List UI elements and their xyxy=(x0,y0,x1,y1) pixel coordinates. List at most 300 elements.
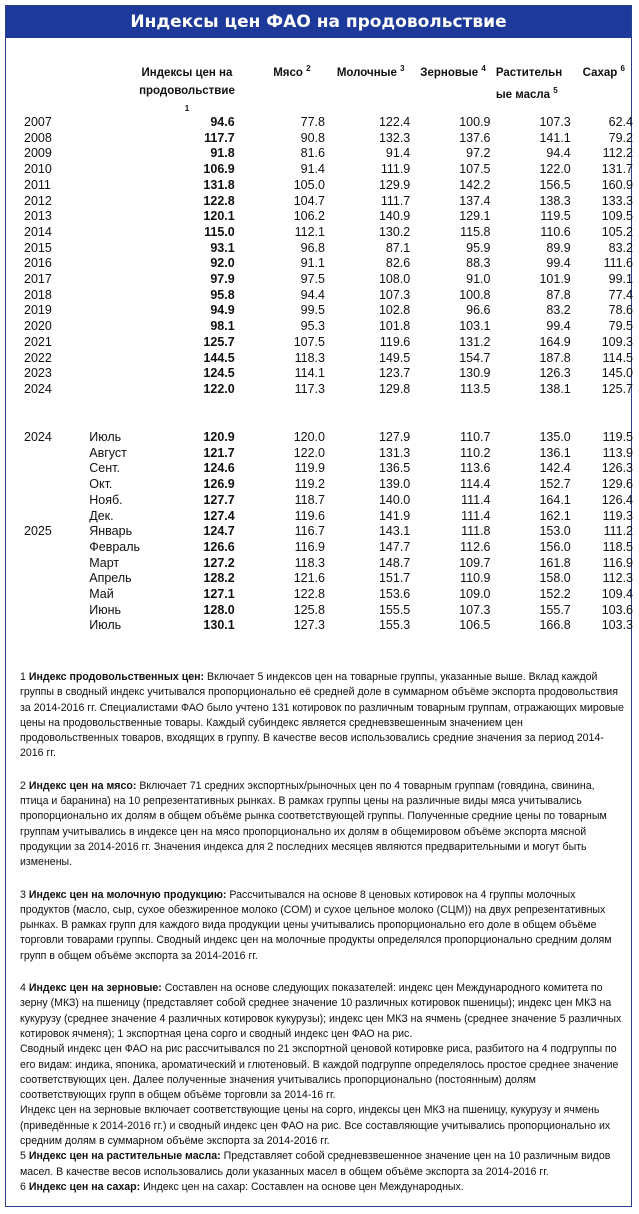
annual-row xyxy=(6,272,633,288)
food-price-index-cell: 124.5 xyxy=(203,366,235,381)
food-price-index-cell: 106.9 xyxy=(203,162,235,177)
footnote-1-title: Индекс продовольственных цен: xyxy=(28,671,205,683)
meat-index-cell: 125.8 xyxy=(293,602,325,617)
oils-index-cell: 155.7 xyxy=(539,602,571,617)
row-year xyxy=(6,618,89,634)
meat-index-cell: 90.8 xyxy=(300,130,325,145)
header-food xyxy=(137,64,237,122)
row-month xyxy=(89,178,159,194)
row-year xyxy=(6,493,89,509)
oils-index-cell: 136.1 xyxy=(539,445,571,460)
cereals-index-cell: 95.9 xyxy=(466,240,491,255)
sugar-index-cell: 114.5 xyxy=(602,350,633,365)
footnote-3-title: Индекс цен на молочную продукцию: xyxy=(28,888,227,901)
row-year xyxy=(6,603,89,619)
oils-index-cell: 99.4 xyxy=(546,256,571,271)
dairy-index-cell: 155.3 xyxy=(378,618,411,633)
footnote-6-text: Индекс цен на сахар: Составлен на основе цен Международных. xyxy=(143,1180,464,1193)
row-year: 2008 xyxy=(24,130,52,145)
annual-row xyxy=(6,382,633,398)
meat-index-cell: 81.6 xyxy=(300,146,325,161)
meat-index-cell: 121.6 xyxy=(293,571,325,586)
footnote-5-title: Индекс цен на растительные масла: xyxy=(28,1150,221,1163)
meat-index-cell: 99.5 xyxy=(300,303,325,318)
row-year: 2024 xyxy=(24,381,52,396)
meat-index-cell: 91.1 xyxy=(300,256,325,271)
cereals-index-cell: 100.9 xyxy=(459,115,491,129)
annual-row xyxy=(6,115,633,131)
meat-index-cell: 118.7 xyxy=(294,492,325,507)
sugar-index-cell: 126.3 xyxy=(601,461,633,476)
row-year xyxy=(6,477,89,493)
meat-index-cell: 77.8 xyxy=(300,115,325,129)
dairy-index-cell: 108.0 xyxy=(378,272,411,287)
row-month: Февраль xyxy=(89,539,141,554)
dairy-index-cell: 87.1 xyxy=(385,240,411,255)
meat-index-cell: 116.7 xyxy=(294,524,325,539)
sugar-index-cell: 145.0 xyxy=(601,366,633,381)
footnote-2 xyxy=(20,779,624,871)
dairy-index-cell: 131.3 xyxy=(378,445,411,460)
row-year: 2016 xyxy=(24,256,52,271)
sugar-index-cell: 83.2 xyxy=(608,240,633,255)
row-month: Март xyxy=(89,555,120,570)
dairy-index-cell: 127.9 xyxy=(378,430,411,444)
sugar-index-cell: 99.1 xyxy=(608,272,633,287)
cereals-index-cell: 91.0 xyxy=(466,272,491,287)
footnote-3-number: 3 xyxy=(20,888,26,901)
dairy-index-cell: 136.5 xyxy=(378,461,411,476)
monthly-index-table xyxy=(6,430,633,634)
annual-row xyxy=(6,303,633,319)
row-month xyxy=(89,146,159,162)
sugar-index-cell: 118.5 xyxy=(602,539,633,554)
oils-index-cell: 187.8 xyxy=(539,350,571,365)
row-month: Июнь xyxy=(89,602,122,617)
sugar-index-cell: 109.3 xyxy=(601,334,633,349)
dairy-index-cell: 129.8 xyxy=(378,381,411,396)
oils-index-cell: 162.1 xyxy=(539,508,571,523)
header-oils-label: Растительн ые масла xyxy=(495,67,563,101)
sugar-index-cell: 133.3 xyxy=(601,193,633,208)
meat-index-cell: 104.7 xyxy=(293,193,325,208)
meat-index-cell: 94.4 xyxy=(300,287,325,302)
oils-index-cell: 158.0 xyxy=(539,571,571,586)
header-cereals xyxy=(405,64,486,122)
header-meat xyxy=(237,64,311,122)
sugar-index-cell: 62.4 xyxy=(608,115,633,129)
sugar-index-cell: 119.3 xyxy=(602,508,633,523)
sugar-index-cell: 160.9 xyxy=(601,177,633,192)
cereals-index-cell: 130.9 xyxy=(459,366,491,381)
row-month: Окт. xyxy=(89,477,113,492)
footnote-4-rice: Сводный индекс цен ФАО на рис рассчитывался по 21 экспортной ценовой котировке риса, разбитого на 4 подгруппы по его видам: индика, японика, ароматический и глютеновый. В каждой подгруппе определялось простое среднее значение соответствующих цен. Далее полученные значения учитывались пропорционально (постоянным) долям соответствующих групп в общем объёме торговли за 2014-16 гг. xyxy=(20,1043,619,1102)
cereals-index-cell: 96.6 xyxy=(466,303,491,318)
oils-index-cell: 138.1 xyxy=(539,381,571,396)
oils-index-cell: 126.3 xyxy=(539,366,571,381)
annual-row xyxy=(6,225,633,241)
meat-index-cell: 119.9 xyxy=(294,461,325,476)
row-month xyxy=(89,288,159,304)
food-price-index-cell: 128.0 xyxy=(203,602,235,617)
cereals-index-cell: 113.6 xyxy=(460,461,491,476)
food-price-index-cell: 94.9 xyxy=(210,303,235,318)
annual-row xyxy=(6,178,633,194)
header-oils-sup: 5 xyxy=(553,86,558,95)
cereals-index-cell: 110.7 xyxy=(460,430,491,444)
row-year: 2017 xyxy=(24,272,52,287)
footnote-4-total: Индекс цен на зерновые включает соответствующие цены на сорго, индексы цен МКЗ на пшеницу, кукурузу и ячмень (приведённые к 2014-2016 гг.) и сводный индекс цен ФАО на рис. Все составляющие учитывались пропорционально их средним долям в суммарном объёме экспорта за 2014-2016 гг. xyxy=(20,1104,611,1148)
row-year: 2012 xyxy=(24,193,52,208)
footnote-2-text: Включает 71 средних экспортных/рыночных цен по 4 товарным группам (говядина, свинина, птица и баранина) на 10 репрезентативных рынках. В рамках группы цены на различные виды мяса учитывались пропорционально их долям в общем объёме рынка соответствующей группы. Полученные средние цены по товарным группам учитывались в индексе цен на мясо пропорционально их долям в общемировом объёме экспорта мясной продукции за 2014-2016 гг. Значения индекса для 2 последних месяцев являются предварительными и могут быть изменены. xyxy=(20,779,607,869)
footnote-3 xyxy=(20,888,624,964)
dairy-index-cell: 140.0 xyxy=(378,492,411,507)
row-month xyxy=(89,209,159,225)
sugar-index-cell: 131.7 xyxy=(601,162,633,177)
sugar-index-cell: 78.6 xyxy=(608,303,633,318)
sugar-index-cell: 103.3 xyxy=(601,618,633,633)
row-month xyxy=(89,382,159,398)
dairy-index-cell: 139.0 xyxy=(378,477,411,492)
oils-index-cell: 119.5 xyxy=(540,209,571,224)
dairy-index-cell: 155.5 xyxy=(378,602,411,617)
meat-index-cell: 127.3 xyxy=(293,618,325,633)
dairy-index-cell: 102.8 xyxy=(378,303,411,318)
oils-index-cell: 164.9 xyxy=(539,334,571,349)
dairy-index-cell: 153.6 xyxy=(378,587,411,602)
sugar-index-cell: 79.5 xyxy=(608,319,633,334)
oils-index-cell: 94.4 xyxy=(546,146,571,161)
cereals-index-cell: 110.9 xyxy=(460,571,491,586)
meat-index-cell: 106.2 xyxy=(293,209,325,224)
monthly-row xyxy=(6,430,633,446)
row-year: 2022 xyxy=(24,350,52,365)
cereals-index-cell: 103.1 xyxy=(459,319,491,334)
food-price-index-cell: 117.7 xyxy=(204,130,235,145)
meat-index-cell: 119.2 xyxy=(294,477,325,492)
meat-index-cell: 96.8 xyxy=(300,240,325,255)
food-price-index-cell: 125.7 xyxy=(203,334,235,349)
monthly-row xyxy=(6,461,633,477)
oils-index-cell: 135.0 xyxy=(539,430,571,444)
oils-index-cell: 99.4 xyxy=(546,319,571,334)
row-year: 2015 xyxy=(24,240,52,255)
footnote-4-title: Индекс цен на зерновые: xyxy=(28,982,162,995)
sugar-index-cell: 119.5 xyxy=(602,430,633,444)
meat-index-cell: 122.0 xyxy=(293,445,325,460)
oils-index-cell: 122.0 xyxy=(539,162,571,177)
oils-index-cell: 110.6 xyxy=(540,224,571,239)
cereals-index-cell: 111.4 xyxy=(461,508,491,523)
header-sugar-sup: 6 xyxy=(620,64,625,73)
food-price-index-cell: 120.1 xyxy=(203,209,235,224)
footnote-5-number: 5 xyxy=(20,1150,26,1163)
oils-index-cell: 142.4 xyxy=(539,461,571,476)
footnote-5-text: Представляет собой средневзвешенное значение цен на 10 различным видов масел. В качестве весов использовались доли указанных масел в общем объёме экспорта за 2014-2016 гг. xyxy=(20,1150,611,1178)
dairy-index-cell: 101.8 xyxy=(378,319,411,334)
dairy-index-cell: 107.3 xyxy=(378,287,411,302)
oils-index-cell: 156.5 xyxy=(539,177,571,192)
row-year: 2023 xyxy=(24,366,52,381)
meat-index-cell: 122.8 xyxy=(293,587,325,602)
annual-row xyxy=(6,162,633,178)
footnote-4-text: Составлен на основе следующих показателей: индекс цен Международного комитета по зерну (МКЗ) на пшеницу (представляет собой среднее значение 10 различных котировок пшеницы); индекс цен МКЗ на кукурузу (среднее значение 4 различных котировок кукурузы); индекс цен МКЗ на ячмень (среднее значение 5 различных котировок ячменя); 1 экспортная цена сорго и сводный индекс цен ФАО на рис. xyxy=(20,982,622,1040)
row-month xyxy=(89,115,159,131)
food-price-index-cell: 115.0 xyxy=(204,224,235,239)
oils-index-cell: 83.2 xyxy=(546,303,571,318)
footnote-6-number: 6 xyxy=(20,1180,26,1193)
dairy-index-cell: 149.5 xyxy=(378,350,411,365)
row-year: 2007 xyxy=(24,115,52,129)
meat-index-cell: 97.5 xyxy=(300,272,325,287)
footnote-1 xyxy=(20,670,624,762)
oils-index-cell: 156.0 xyxy=(539,539,571,554)
header-oils xyxy=(486,64,574,122)
oils-index-cell: 166.8 xyxy=(539,618,571,633)
row-year: 2024 xyxy=(24,430,52,444)
dairy-index-cell: 119.6 xyxy=(379,334,411,349)
row-year: 2021 xyxy=(24,334,52,349)
row-month xyxy=(89,303,159,319)
food-price-index-cell: 91.8 xyxy=(210,146,235,161)
meat-index-cell: 117.3 xyxy=(294,381,325,396)
sugar-index-cell: 111.2 xyxy=(603,524,633,539)
monthly-row xyxy=(6,603,633,619)
meat-index-cell: 119.6 xyxy=(294,508,325,523)
footnote-6 xyxy=(20,1180,624,1195)
food-price-index-cell: 94.6 xyxy=(210,115,235,129)
meat-index-cell: 116.9 xyxy=(294,539,325,554)
dairy-index-cell: 111.9 xyxy=(380,162,411,177)
row-month: Дек. xyxy=(89,508,114,523)
meat-index-cell: 114.1 xyxy=(294,366,325,381)
cereals-index-cell: 110.2 xyxy=(460,445,491,460)
meat-index-cell: 112.1 xyxy=(294,224,325,239)
cereals-index-cell: 107.3 xyxy=(459,602,491,617)
row-year: 2013 xyxy=(24,209,52,224)
header-spacer xyxy=(6,64,137,122)
food-price-index-cell: 131.8 xyxy=(203,177,235,192)
cereals-index-cell: 109.7 xyxy=(459,555,491,570)
row-year xyxy=(6,509,89,525)
oils-index-cell: 101.9 xyxy=(539,272,571,287)
cereals-index-cell: 100.8 xyxy=(459,287,491,302)
row-year xyxy=(6,540,89,556)
row-month: Июль xyxy=(89,618,122,633)
dairy-index-cell: 143.1 xyxy=(378,524,411,539)
row-year xyxy=(6,571,89,587)
oils-index-cell: 161.8 xyxy=(539,555,571,570)
sugar-index-cell: 109.4 xyxy=(601,587,633,602)
annual-row xyxy=(6,241,633,257)
sugar-index-cell: 77.4 xyxy=(608,287,633,302)
dairy-index-cell: 129.9 xyxy=(378,177,411,192)
oils-index-cell: 138.3 xyxy=(539,193,571,208)
row-month xyxy=(89,194,159,210)
dairy-index-cell: 82.6 xyxy=(385,256,411,271)
sugar-index-cell: 113.9 xyxy=(602,445,633,460)
row-year xyxy=(6,556,89,572)
cereals-index-cell: 106.5 xyxy=(459,618,491,633)
monthly-row xyxy=(6,493,633,509)
header-meat-sup: 2 xyxy=(306,64,311,73)
sugar-index-cell: 79.2 xyxy=(608,130,633,145)
row-month xyxy=(89,256,159,272)
meat-index-cell: 95.3 xyxy=(300,319,325,334)
cereals-index-cell: 131.2 xyxy=(459,334,491,349)
meat-index-cell: 91.4 xyxy=(300,162,325,177)
dairy-index-cell: 123.7 xyxy=(378,366,411,381)
footnote-1-text: Включает 5 индексов цен на товарные группы, указанные выше. Вклад каждой группы в сводный индекс учитывался пропорционально её средней доле в суммарном объёме экспорта продовольствия за 2014-2016 гг. Специалистами ФАО было учтено 131 котировок по различным товарным группам, отражающих мировые цены на продовольственные товары. Каждый субиндекс является средневзвешенным значением цен продовольственных товаров, входящих в группу. В качестве весов использовались средние значения за период 2014-2016 гг. xyxy=(20,671,624,760)
row-month xyxy=(89,351,159,367)
annual-row xyxy=(6,288,633,304)
annual-row xyxy=(6,194,633,210)
meat-index-cell: 120.0 xyxy=(293,430,325,444)
row-year: 2019 xyxy=(24,303,52,318)
food-price-index-cell: 122.0 xyxy=(203,381,235,396)
monthly-row xyxy=(6,587,633,603)
row-month xyxy=(89,241,159,257)
row-month xyxy=(89,319,159,335)
dairy-index-cell: 147.7 xyxy=(378,539,411,554)
row-month: Июль xyxy=(89,430,122,444)
monthly-row xyxy=(6,477,633,493)
row-year: 2025 xyxy=(24,524,52,539)
annual-row xyxy=(6,256,633,272)
row-month xyxy=(89,335,159,351)
monthly-row xyxy=(6,524,633,540)
header-food-label: Индексы цен на продовольствие xyxy=(139,67,235,97)
page-title: Индексы цен ФАО на продовольствие xyxy=(6,6,631,38)
food-price-index-cell: 126.6 xyxy=(203,539,235,554)
food-price-index-cell: 144.5 xyxy=(203,350,235,365)
food-price-index-cell: 120.9 xyxy=(203,430,235,444)
cereals-index-cell: 114.4 xyxy=(460,477,491,492)
row-month xyxy=(89,162,159,178)
monthly-row xyxy=(6,540,633,556)
footnote-4-number: 4 xyxy=(20,982,26,995)
footnote-1-number: 1 xyxy=(20,671,26,683)
cereals-index-cell: 111.8 xyxy=(461,524,491,539)
sugar-index-cell: 112.3 xyxy=(602,571,633,586)
oils-index-cell: 141.1 xyxy=(539,130,571,145)
meat-index-cell: 118.3 xyxy=(294,555,325,570)
oils-index-cell: 153.0 xyxy=(539,524,571,539)
food-price-index-cell: 130.1 xyxy=(203,618,235,633)
food-price-index-cell: 127.1 xyxy=(203,587,235,602)
oils-index-cell: 152.2 xyxy=(539,587,571,602)
footnote-2-title: Индекс цен на мясо: xyxy=(28,779,137,792)
annual-row xyxy=(6,351,633,367)
row-month: Январь xyxy=(89,524,133,539)
annual-row xyxy=(6,131,633,147)
cereals-index-cell: 111.4 xyxy=(461,492,491,507)
food-price-index-cell: 126.9 xyxy=(203,477,235,492)
dairy-index-cell: 91.4 xyxy=(385,146,411,161)
food-price-index-cell: 127.4 xyxy=(203,508,235,523)
monthly-row xyxy=(6,446,633,462)
food-price-index-cell: 98.1 xyxy=(210,319,235,334)
sugar-index-cell: 126.4 xyxy=(601,492,633,507)
dairy-index-cell: 151.7 xyxy=(378,571,411,586)
page-frame xyxy=(5,5,632,1207)
footnote-6-title: Индекс цен на сахар: xyxy=(28,1180,141,1193)
dairy-index-cell: 122.4 xyxy=(378,115,411,129)
food-price-index-cell: 124.7 xyxy=(203,524,235,539)
annual-row xyxy=(6,146,633,162)
row-year: 2010 xyxy=(24,162,52,177)
food-price-index-cell: 128.2 xyxy=(203,571,235,586)
food-price-index-cell: 124.6 xyxy=(203,461,235,476)
footnote-4 xyxy=(20,981,624,1042)
annual-row xyxy=(6,209,633,225)
cereals-index-cell: 137.4 xyxy=(459,193,491,208)
header-dairy-sup: 3 xyxy=(400,64,405,73)
annual-row xyxy=(6,366,633,382)
header-meat-label: Мясо xyxy=(273,66,303,79)
row-month xyxy=(89,131,159,147)
row-month xyxy=(89,272,159,288)
footnote-3-text: Рассчитывался на основе 8 ценовых котировок на 4 группы молочных продуктов (масло, сыр, сухое обезжиренное молоко (СОМ) и сухое цельное молоко (СЦМ)) на двух репрезентативных рынках. В рамках групп для каждого вида продукции цены учитывались пропорционально его доле в общем объёме торговли товарами группы. Сводный индекс цен на молочные продукты определялся пропорционально средним долям групп в общем объёме экспорта за 2014-2016 гг. xyxy=(20,888,612,962)
oils-index-cell: 87.8 xyxy=(546,287,571,302)
cereals-index-cell: 88.3 xyxy=(466,256,491,271)
sugar-index-cell: 112.2 xyxy=(602,146,633,161)
monthly-row xyxy=(6,556,633,572)
meat-index-cell: 118.3 xyxy=(294,350,325,365)
row-month: Апрель xyxy=(89,571,132,586)
oils-index-cell: 89.9 xyxy=(546,240,571,255)
oils-index-cell: 107.3 xyxy=(539,115,571,129)
row-month: Май xyxy=(89,587,114,602)
food-price-index-cell: 122.8 xyxy=(203,193,235,208)
footnote-5 xyxy=(20,1149,624,1180)
row-year xyxy=(6,446,89,462)
row-month: Нояб. xyxy=(89,492,123,507)
row-month xyxy=(89,366,159,382)
cereals-index-cell: 109.0 xyxy=(459,587,491,602)
header-food-sup: 1 xyxy=(184,104,190,113)
sugar-index-cell: 103.6 xyxy=(601,602,633,617)
food-price-index-cell: 121.7 xyxy=(203,445,235,460)
cereals-index-cell: 107.5 xyxy=(459,162,491,177)
header-cereals-label: Зерновые xyxy=(420,66,479,79)
dairy-index-cell: 140.9 xyxy=(378,209,411,224)
row-year: 2018 xyxy=(24,287,52,302)
annual-index-table xyxy=(6,115,633,398)
dairy-index-cell: 148.7 xyxy=(378,555,411,570)
sugar-index-cell: 111.6 xyxy=(603,256,633,271)
food-price-index-cell: 95.8 xyxy=(210,287,235,302)
monthly-row xyxy=(6,509,633,525)
row-year xyxy=(6,587,89,603)
monthly-row xyxy=(6,618,633,634)
oils-index-cell: 164.1 xyxy=(539,492,571,507)
meat-index-cell: 105.0 xyxy=(293,177,325,192)
food-price-index-cell: 127.2 xyxy=(203,555,235,570)
row-year: 2009 xyxy=(24,146,52,161)
cereals-index-cell: 97.2 xyxy=(466,146,491,161)
row-year: 2011 xyxy=(24,177,51,192)
sugar-index-cell: 105.2 xyxy=(601,224,633,239)
food-price-index-cell: 92.0 xyxy=(210,256,235,271)
dairy-index-cell: 111.7 xyxy=(380,193,411,208)
annual-row xyxy=(6,335,633,351)
sugar-index-cell: 109.5 xyxy=(601,209,633,224)
annual-row xyxy=(6,319,633,335)
cereals-index-cell: 142.2 xyxy=(459,177,491,192)
sugar-index-cell: 116.9 xyxy=(602,555,633,570)
cereals-index-cell: 112.6 xyxy=(460,539,491,554)
